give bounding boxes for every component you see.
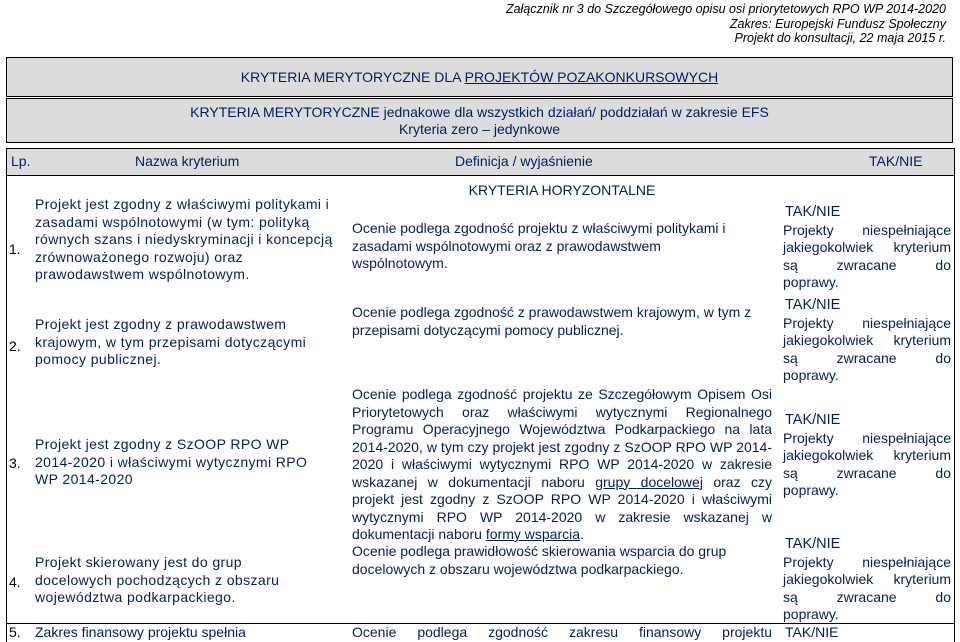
criterion-definition: Ocenie podlega prawidłowość skierowania wsparcia do grup docelowych z obszaru województwa podkarpackiego. bbox=[352, 543, 727, 577]
criterion-name: Zakres finansowy projektu spełnia bbox=[35, 624, 246, 640]
definition-text: . bbox=[580, 526, 584, 542]
criterion-name: Projekt jest zgodny z prawodawstwem krajowym, w tym przepisami dotyczącymi pomocy publicznej. bbox=[35, 316, 307, 367]
definition-text: Ocenie podlega zgodność projektu ze Szczegółowym Opisem Osi Priorytetowych oraz właściwymi wytycznymi Regionalnego Programu Operacyjnego Województwa Podkarpackiego na lata 2014-2020, w tym czy projekt jest zgodny z SzOOP RPO WP 2014-2020 i właściwymi wytycznymi RPO WP 2014-2020 w zakresie wskazanej w dokumentacji naboru bbox=[352, 386, 772, 490]
tak-nie-text: Projekty niespełniające jakiegokolwiek kryterium są zwracane do bbox=[783, 221, 951, 273]
tak-nie-text: Projekty niespełniające jakiegokolwiek kryterium są zwracane do bbox=[783, 553, 951, 605]
table-border-right bbox=[954, 175, 955, 642]
tak-nie-cell bbox=[783, 412, 951, 500]
tak-nie-cell bbox=[783, 536, 951, 624]
tak-nie-text-end: poprawy. bbox=[783, 274, 839, 290]
header-line-2: Zakres: Europejski Fundusz Społeczny bbox=[729, 16, 946, 31]
table-border-left bbox=[6, 175, 7, 642]
sub-title-line2: Kryteria zero – jedynkowe bbox=[398, 121, 561, 137]
col-tak: TAK/NIE bbox=[869, 153, 923, 169]
tak-nie-label: TAK/NIE bbox=[785, 412, 841, 428]
tak-nie-text: Projekty niespełniające jakiegokolwiek kryterium są zwracane do bbox=[783, 314, 951, 366]
tak-nie-cell bbox=[783, 204, 951, 292]
tak-nie-label: TAK/NIE bbox=[785, 624, 839, 640]
tak-nie-text: Projekty niespełniające jakiegokolwiek kryterium są zwracane do bbox=[783, 429, 951, 481]
sub-title bbox=[6, 98, 953, 143]
criterion-definition bbox=[352, 386, 772, 544]
criterion-definition: Ocenie podlega zgodność z prawodawstwem krajowym, w tym z przepisami dotyczącymi pomocy publicznej. bbox=[352, 304, 752, 338]
criterion-name: Projekt jest zgodny z właściwymi politykami i zasadami wspólnotowymi (w tym: polityką równych szans i niedyskryminacji i koncepcją zrównoważonego rozwoju) oraz prawodawstwem wspólnotowym. bbox=[35, 196, 333, 282]
col-lp: Lp. bbox=[11, 153, 31, 169]
sub-title-line1: KRYTERIA MERYTORYCZNE jednakowe dla wszystkich działań/ poddziałań w zakresie EFS bbox=[190, 104, 769, 120]
main-title bbox=[6, 57, 953, 97]
criterion-name: Projekt skierowany jest do grup docelowych pochodzących z obszaru województwa podkarpackiego. bbox=[35, 554, 280, 605]
tak-nie-label: TAK/NIE bbox=[785, 204, 841, 220]
row-number: 1. bbox=[9, 241, 21, 257]
criterion-definition: Ocenie podlega zgodność zakresu finansowy projektu bbox=[352, 624, 772, 640]
criterion-definition: Ocenie podlega zgodność projektu z właściwymi politykami i zasadami wspólnotowymi oraz z prawodawstwem wspólnotowym. bbox=[352, 220, 726, 271]
tak-nie-text-end: poprawy. bbox=[783, 367, 839, 383]
document-header bbox=[506, 2, 946, 46]
criterion-name: Projekt jest zgodny z SzOOP RPO WP 2014-2020 i właściwymi wytycznymi RPO WP 2014-2020 bbox=[35, 436, 308, 487]
row-number: 3. bbox=[9, 455, 21, 471]
table-header bbox=[6, 148, 955, 176]
header-line-3: Projekt do konsultacji, 22 maja 2015 r. bbox=[734, 31, 946, 45]
definition-text: oraz czy projekt jest zgodny z SzOOP RPO WP 2014-2020 i właściwymi wytycznymi RPO WP 2014-2020 w zakresie wskazanej w dokumentacji naboru bbox=[352, 473, 773, 542]
tak-nie-text-end: poprawy. bbox=[783, 606, 839, 622]
row-number: 4. bbox=[9, 574, 21, 590]
section-heading: KRYTERIA HORYZONTALNE bbox=[468, 182, 656, 198]
tak-nie-label: TAK/NIE bbox=[785, 297, 841, 313]
tak-nie-cell bbox=[783, 297, 951, 385]
col-definition: Definicja / wyjaśnienie bbox=[455, 153, 593, 169]
row-number: 5. bbox=[9, 624, 21, 640]
header-line-1: Załącznik nr 3 do Szczegółowego opisu osi priorytetowych RPO WP 2014-2020 bbox=[505, 2, 946, 16]
definition-underlined: grupy docelowej bbox=[595, 473, 703, 490]
row-number: 2. bbox=[9, 338, 21, 354]
main-title-part2: PROJEKTÓW POZAKONKURSOWYCH bbox=[464, 69, 719, 85]
main-title-part1: KRYTERIA MERYTORYCZNE DLA bbox=[240, 69, 465, 85]
tak-nie-label: TAK/NIE bbox=[785, 536, 841, 552]
definition-underlined: formy wsparcia bbox=[485, 526, 581, 542]
tak-nie-text-end: poprawy. bbox=[783, 482, 839, 498]
col-name: Nazwa kryterium bbox=[135, 153, 240, 169]
